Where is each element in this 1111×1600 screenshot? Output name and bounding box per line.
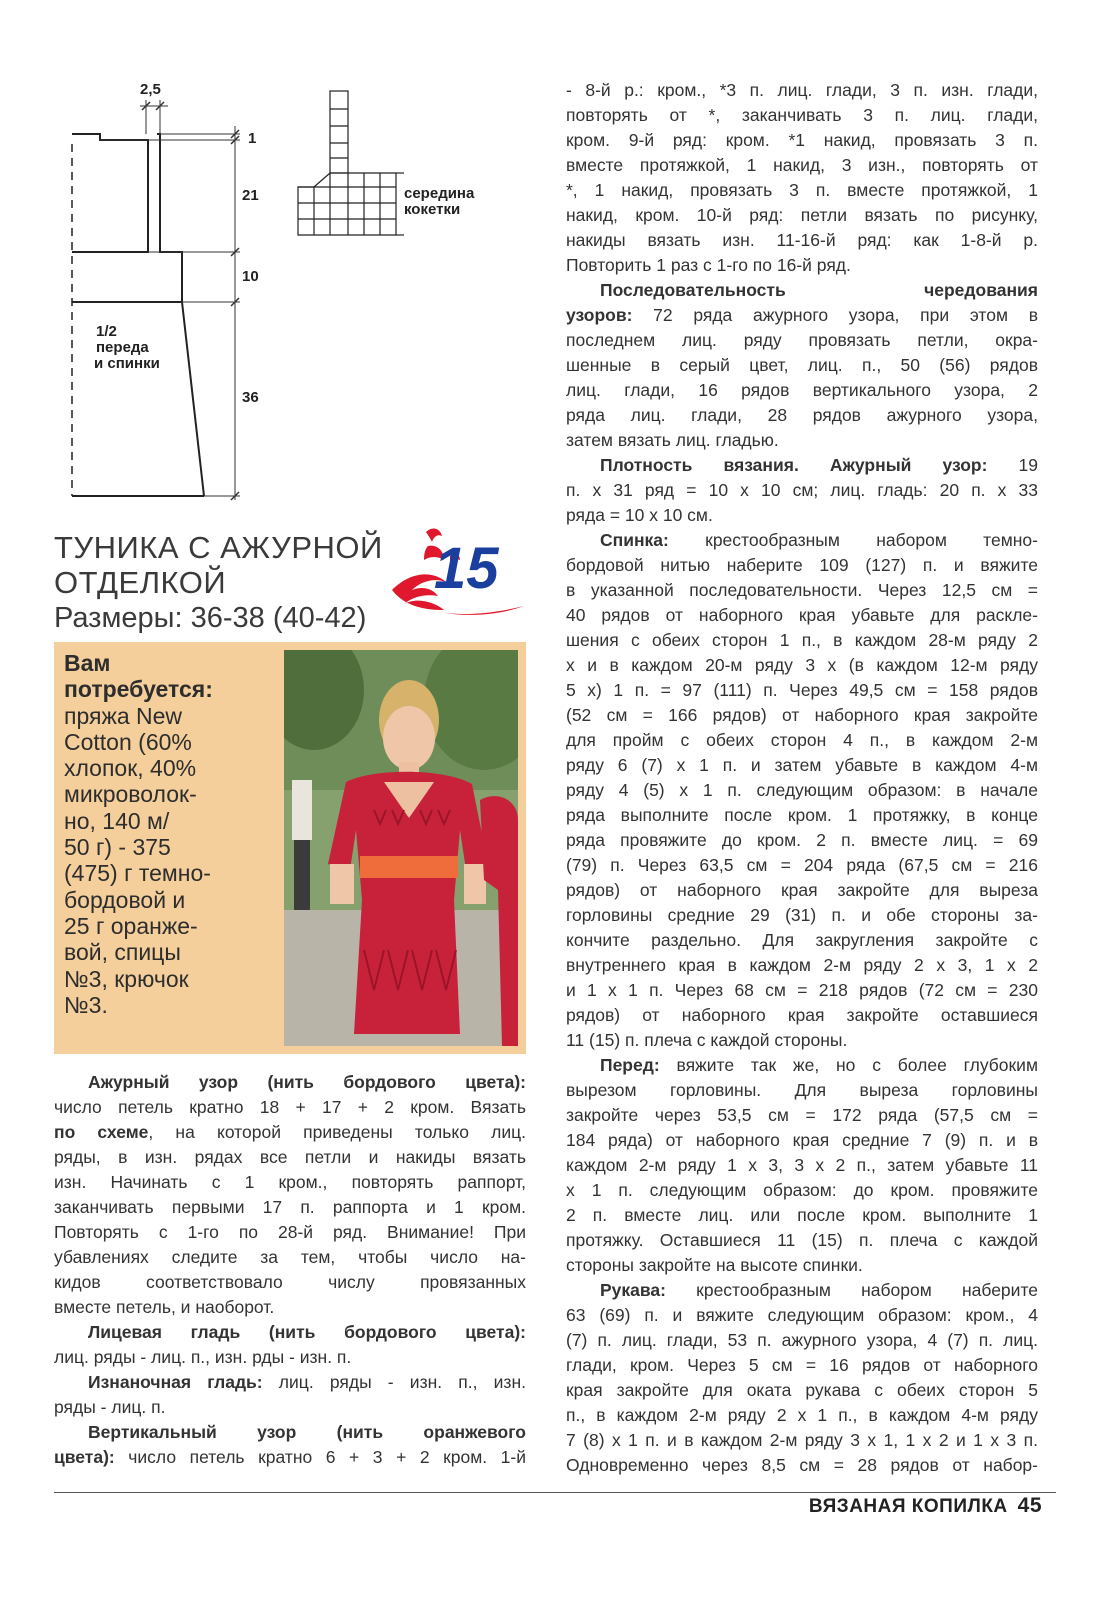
text-run: глади, кром. Через 5 см = 16 рядов от наборного (566, 1355, 1038, 1375)
text-run: ряды - лиц. п. (54, 1397, 166, 1417)
text-run: лиц. ряды - лиц. п., изн. рды - изн. п. (54, 1347, 352, 1367)
text-run: (79) п. Через 63,5 см = 204 ряда (67,5 см = 216 (566, 855, 1038, 875)
text-line (566, 553, 1038, 578)
text-bold: Спинка: (600, 530, 669, 550)
text-run: изн. Начинать с 1 кром., повторять раппорт, (54, 1172, 526, 1192)
text-line (566, 1028, 1038, 1053)
text-line (566, 128, 1038, 153)
text-line (54, 1295, 526, 1320)
materials-line: 50 г) - 375 (64, 834, 171, 861)
text-run: протяжку. Оставшиеся 11 (15) п. плеча с каждой (566, 1230, 1038, 1250)
page-number: 45 (1017, 1494, 1042, 1517)
text-run: шенные в серый цвет, лиц. п., 50 (56) рядов (566, 355, 1038, 375)
text-run: лиц. ряды - изн. п., изн. (262, 1372, 526, 1392)
part-label-3: и спинки (94, 355, 160, 372)
magazine-name: ВЯЗАНАЯ КОПИЛКА (808, 1496, 1008, 1517)
text-line (566, 353, 1038, 378)
text-line (566, 1228, 1038, 1253)
text-run: в указанной последовательности. Через 12,5 см = (566, 580, 1038, 600)
text-run: заканчивать первыми 17 п. раппорта и 1 кром. (54, 1197, 526, 1217)
text-run: закройте через 53,5 см = 172 ряда (57,5 см = (566, 1105, 1038, 1125)
text-line (54, 1320, 526, 1345)
text-line (566, 1353, 1038, 1378)
text-run: число петель кратно 6 + 3 + 2 кром. 1-й (114, 1447, 526, 1467)
text-run: вместе петель, и наоборот. (54, 1297, 275, 1317)
materials-line: пряжа New (64, 702, 183, 729)
text-line (566, 1428, 1038, 1453)
text-line (54, 1170, 526, 1195)
text-line (566, 753, 1038, 778)
text-line (54, 1070, 526, 1095)
text-line (566, 1103, 1038, 1128)
text-line (566, 928, 1038, 953)
grid-label-1: середина (404, 185, 475, 202)
text-run: 184 ряда) от наборного края средние 7 (9) п. и в (566, 1130, 1038, 1150)
text-line (566, 953, 1038, 978)
text-line (566, 703, 1038, 728)
text-run: *, 1 накид, провязать 3 п. вместе протяжкой, 1 (566, 180, 1038, 200)
text-line (566, 1078, 1038, 1103)
text-line (566, 728, 1038, 753)
text-line (566, 603, 1038, 628)
pattern-number-badge (392, 526, 532, 618)
materials-box (54, 642, 526, 1054)
text-line (566, 528, 1038, 553)
text-line (566, 153, 1038, 178)
text-run: (52 см = 166 рядов) от наборного края закройте (566, 705, 1038, 725)
text-line (566, 628, 1038, 653)
text-run: накиды вязать изн. 11-16-й ряд: как 1-8-й р. (566, 230, 1038, 250)
text-line (566, 278, 1038, 303)
text-bold: Перед: (600, 1055, 660, 1075)
text-line (566, 178, 1038, 203)
text-line (566, 1453, 1038, 1478)
text-line (54, 1270, 526, 1295)
materials-line: бордовой и (64, 886, 186, 913)
text-run: Одновременно через 8,5 см = 28 рядов от набор- (566, 1455, 1038, 1475)
text-bold: Изнаночная гладь: (88, 1372, 263, 1392)
text-line (566, 303, 1038, 328)
text-run: бордовой нитью наберите 109 (127) п. и вяжите (566, 555, 1038, 575)
text-line (566, 378, 1038, 403)
text-line (566, 778, 1038, 803)
text-bold: Плотность вязания. Ажурный узор: (600, 455, 988, 475)
text-line (54, 1245, 526, 1270)
text-line (566, 878, 1038, 903)
text-run: вырезом горловины. Для выреза горловины (566, 1080, 1038, 1100)
part-label-1: 1/2 (96, 323, 117, 340)
text-run: края закройте для оката рукава с обеих сторон 5 (566, 1380, 1038, 1400)
text-line (566, 328, 1038, 353)
text-run: 72 ряда ажурного узора, при этом в (632, 305, 1038, 325)
text-run: вяжите так же, но с более глубоким (659, 1055, 1038, 1075)
materials-line: хлопок, 40% (64, 755, 197, 782)
text-line (566, 1278, 1038, 1303)
text-line (566, 1053, 1038, 1078)
text-line (54, 1095, 526, 1120)
text-run: рядов) от наборного края закройте для выреза (566, 880, 1038, 900)
text-line (566, 1128, 1038, 1153)
text-line (54, 1120, 526, 1145)
text-run: ряда лиц. глади, 28 рядов ажурного узора, (566, 405, 1038, 425)
text-run: 11 (15) п. плеча с каждой стороны. (566, 1030, 848, 1050)
right-text-column (566, 78, 1038, 1478)
text-run: ряда провяжите до кром. 2 п. вместе лиц. = 69 (566, 830, 1038, 850)
text-line (566, 828, 1038, 853)
title-line-2: ОТДЕЛКОЙ (54, 565, 227, 600)
text-run: ряда = 10 х 10 см. (566, 505, 713, 525)
text-line (54, 1420, 526, 1445)
model-photo (284, 650, 518, 1046)
materials-line: №3. (64, 991, 108, 1018)
text-line (566, 1203, 1038, 1228)
dim-1: 1 (248, 130, 257, 147)
text-line (566, 853, 1038, 878)
model-photo-illustration (284, 650, 518, 1046)
text-line (566, 1253, 1038, 1278)
dim-top: 2,5 (140, 81, 161, 98)
text-line (54, 1195, 526, 1220)
materials-line: (475) г темно- (64, 860, 211, 887)
text-line (566, 503, 1038, 528)
text-run: кидов соответствовало числу провязанных (54, 1272, 526, 1292)
text-line (566, 578, 1038, 603)
pattern-outline (72, 134, 148, 252)
text-line (566, 103, 1038, 128)
part-label-2: переда (96, 339, 149, 356)
text-line (566, 228, 1038, 253)
text-line (566, 428, 1038, 453)
text-line (54, 1370, 526, 1395)
text-run: ряду 4 (5) х 1 п. следующим образом: в начале (566, 780, 1038, 800)
materials-heading: Вам потребуется: (64, 650, 213, 703)
text-bold: Рукава: (600, 1280, 666, 1300)
text-line (566, 653, 1038, 678)
text-bold: узоров: (566, 305, 633, 325)
article-title (54, 530, 394, 600)
text-line (566, 1403, 1038, 1428)
text-run: - 8-й р.: кром., *3 п. лиц. глади, 3 п. изн. глади, (566, 80, 1038, 100)
text-run: повторять от *, заканчивать 3 п. лиц. глади, (566, 105, 1038, 125)
text-line (566, 253, 1038, 278)
yoke-grid-diagram (296, 88, 496, 240)
text-run: 7 (8) х 1 п. и в каждом 2-м ряду 3 х 1, 1 х 2 и 1 х 3 п. (566, 1430, 1038, 1450)
text-line (566, 1153, 1038, 1178)
text-line (566, 803, 1038, 828)
text-run: лиц. глади, 16 рядов вертикального узора, 2 (566, 380, 1038, 400)
text-line (566, 1003, 1038, 1028)
pattern-diagram (54, 76, 284, 516)
text-bold: Лицевая гладь (нить бордового цвета): (88, 1322, 526, 1342)
text-run: стороны закройте на высоте спинки. (566, 1255, 863, 1275)
text-line (566, 1378, 1038, 1403)
text-bold: по схеме (54, 1122, 149, 1142)
text-line (566, 678, 1038, 703)
text-run: 2 п. вместе лиц. или после кром. выполните 1 (566, 1205, 1038, 1225)
text-run: п. х 31 ряд = 10 х 10 см; лиц. гладь: 20 п. х 33 (566, 480, 1038, 500)
text-bold: Ажурный узор (нить бордового цвета): (88, 1072, 526, 1092)
text-run: Повторять с 1-го по 28-й ряд. Внимание! При (54, 1222, 526, 1242)
text-line (54, 1395, 526, 1420)
materials-line: Cotton (60% (64, 728, 192, 755)
footer-divider (54, 1492, 1056, 1493)
dim-21: 21 (242, 187, 259, 204)
materials-text (64, 650, 274, 1018)
text-run: и 1 х 1 п. Через 68 см = 218 рядов (72 см = 230 (566, 980, 1038, 1000)
text-run: вместе протяжкой, 1 накид, 3 изн., повторять от (566, 155, 1038, 175)
text-run: , на которой приведены только лиц. (148, 1122, 526, 1142)
pattern-number: 15 (434, 536, 499, 601)
text-run: для пройм с обеих сторон 4 п., в каждом 2-м (566, 730, 1038, 750)
text-run: ряда выполните после кром. 1 протяжку, в конце (566, 805, 1038, 825)
text-line (566, 453, 1038, 478)
text-run: горловины средние 29 (31) п. и обе стороны за- (566, 905, 1038, 925)
text-run: х 1 п. следующим образом: до кром. провяжите (566, 1180, 1038, 1200)
text-line (54, 1445, 526, 1470)
text-line (566, 1303, 1038, 1328)
text-run: каждом 2-м ряду 1 х 3, 3 х 2 п., затем убавьте 11 (566, 1155, 1038, 1175)
page-footer (809, 1494, 1042, 1518)
title-line-1: ТУНИКА С АЖУРНОЙ (54, 530, 383, 565)
text-run: Повторить 1 раз с 1-го по 16-й ряд. (566, 255, 851, 275)
text-run: внутреннего края в каждом 2-м ряду 2 х 3, 1 х 2 (566, 955, 1038, 975)
text-line (566, 1178, 1038, 1203)
text-run: п., в каждом 2-м ряду 2 х 1 п., в каждом 4-м ряду (566, 1405, 1038, 1425)
text-run: кончите раздельно. Для закругления закройте с (566, 930, 1038, 950)
text-bold: Последовательность чередования (600, 280, 1038, 300)
text-line (566, 978, 1038, 1003)
text-line (54, 1145, 526, 1170)
text-run: 40 рядов от наборного края убавьте для раскле- (566, 605, 1038, 625)
text-line (54, 1220, 526, 1245)
text-bold: цвета): (54, 1447, 115, 1467)
text-run: х и в каждом 20-м ряду 3 х (в каждом 12-м ряду (566, 655, 1038, 675)
materials-lines (64, 703, 274, 1019)
text-run: крестообразным набором наберите (665, 1280, 1038, 1300)
text-run: 5 х) 1 п. = 97 (111) п. Через 49,5 см = 158 рядов (566, 680, 1038, 700)
materials-line: 25 г оранже- (64, 912, 198, 939)
text-bold: Вертикальный узор (нить оранжевого (88, 1422, 526, 1442)
text-run: 19 (987, 455, 1038, 475)
text-run: шения с обеих сторон 1 п., в каждом 28-м ряду 2 (566, 630, 1038, 650)
text-line (54, 1345, 526, 1370)
pattern-outline-right (157, 134, 204, 496)
text-run: ряды, в изн. рядах все петли и накиды вязать (54, 1147, 526, 1167)
materials-line: микроволок- (64, 781, 197, 808)
text-line (566, 203, 1038, 228)
text-run: 63 (69) п. и вяжите следующим образом: кром., 4 (566, 1305, 1038, 1325)
text-run: накид, кром. 10-й ряд: петли вязать по рисунку, (566, 205, 1038, 225)
text-line (566, 78, 1038, 103)
grid-label-2: кокетки (404, 201, 461, 218)
text-run: кром. 9-й ряд: кром. *1 накид, провязать 3 п. (566, 130, 1038, 150)
dim-10: 10 (242, 268, 259, 285)
dim-36: 36 (242, 389, 259, 406)
text-line (566, 478, 1038, 503)
article-sizes: Размеры: 36-38 (40-42) (54, 602, 367, 634)
text-run: крестообразным набором темно- (668, 530, 1038, 550)
text-run: ряду 6 (7) х 1 п. и затем убавьте в каждом 4-м (566, 755, 1038, 775)
materials-line: вой, спицы (64, 939, 181, 966)
text-run: (7) п. лиц. глади, 53 п. ажурного узора, 4 (7) п. лиц. (566, 1330, 1038, 1350)
text-run: убавлениях следите за тем, чтобы число на- (54, 1247, 526, 1267)
text-run: рядов) от наборного края закройте оставшиеся (566, 1005, 1038, 1025)
text-run: число петель кратно 18 + 17 + 2 кром. Вязать (54, 1097, 526, 1117)
text-run: затем вязать лиц. гладью. (566, 430, 779, 450)
text-line (566, 1328, 1038, 1353)
text-run: последнем лиц. ряду провязать петли, окра- (566, 330, 1038, 350)
text-line (566, 903, 1038, 928)
materials-line: но, 140 м/ (64, 807, 170, 834)
text-line (566, 403, 1038, 428)
left-text-column (54, 1070, 526, 1470)
materials-line: №3, крючок (64, 965, 189, 992)
